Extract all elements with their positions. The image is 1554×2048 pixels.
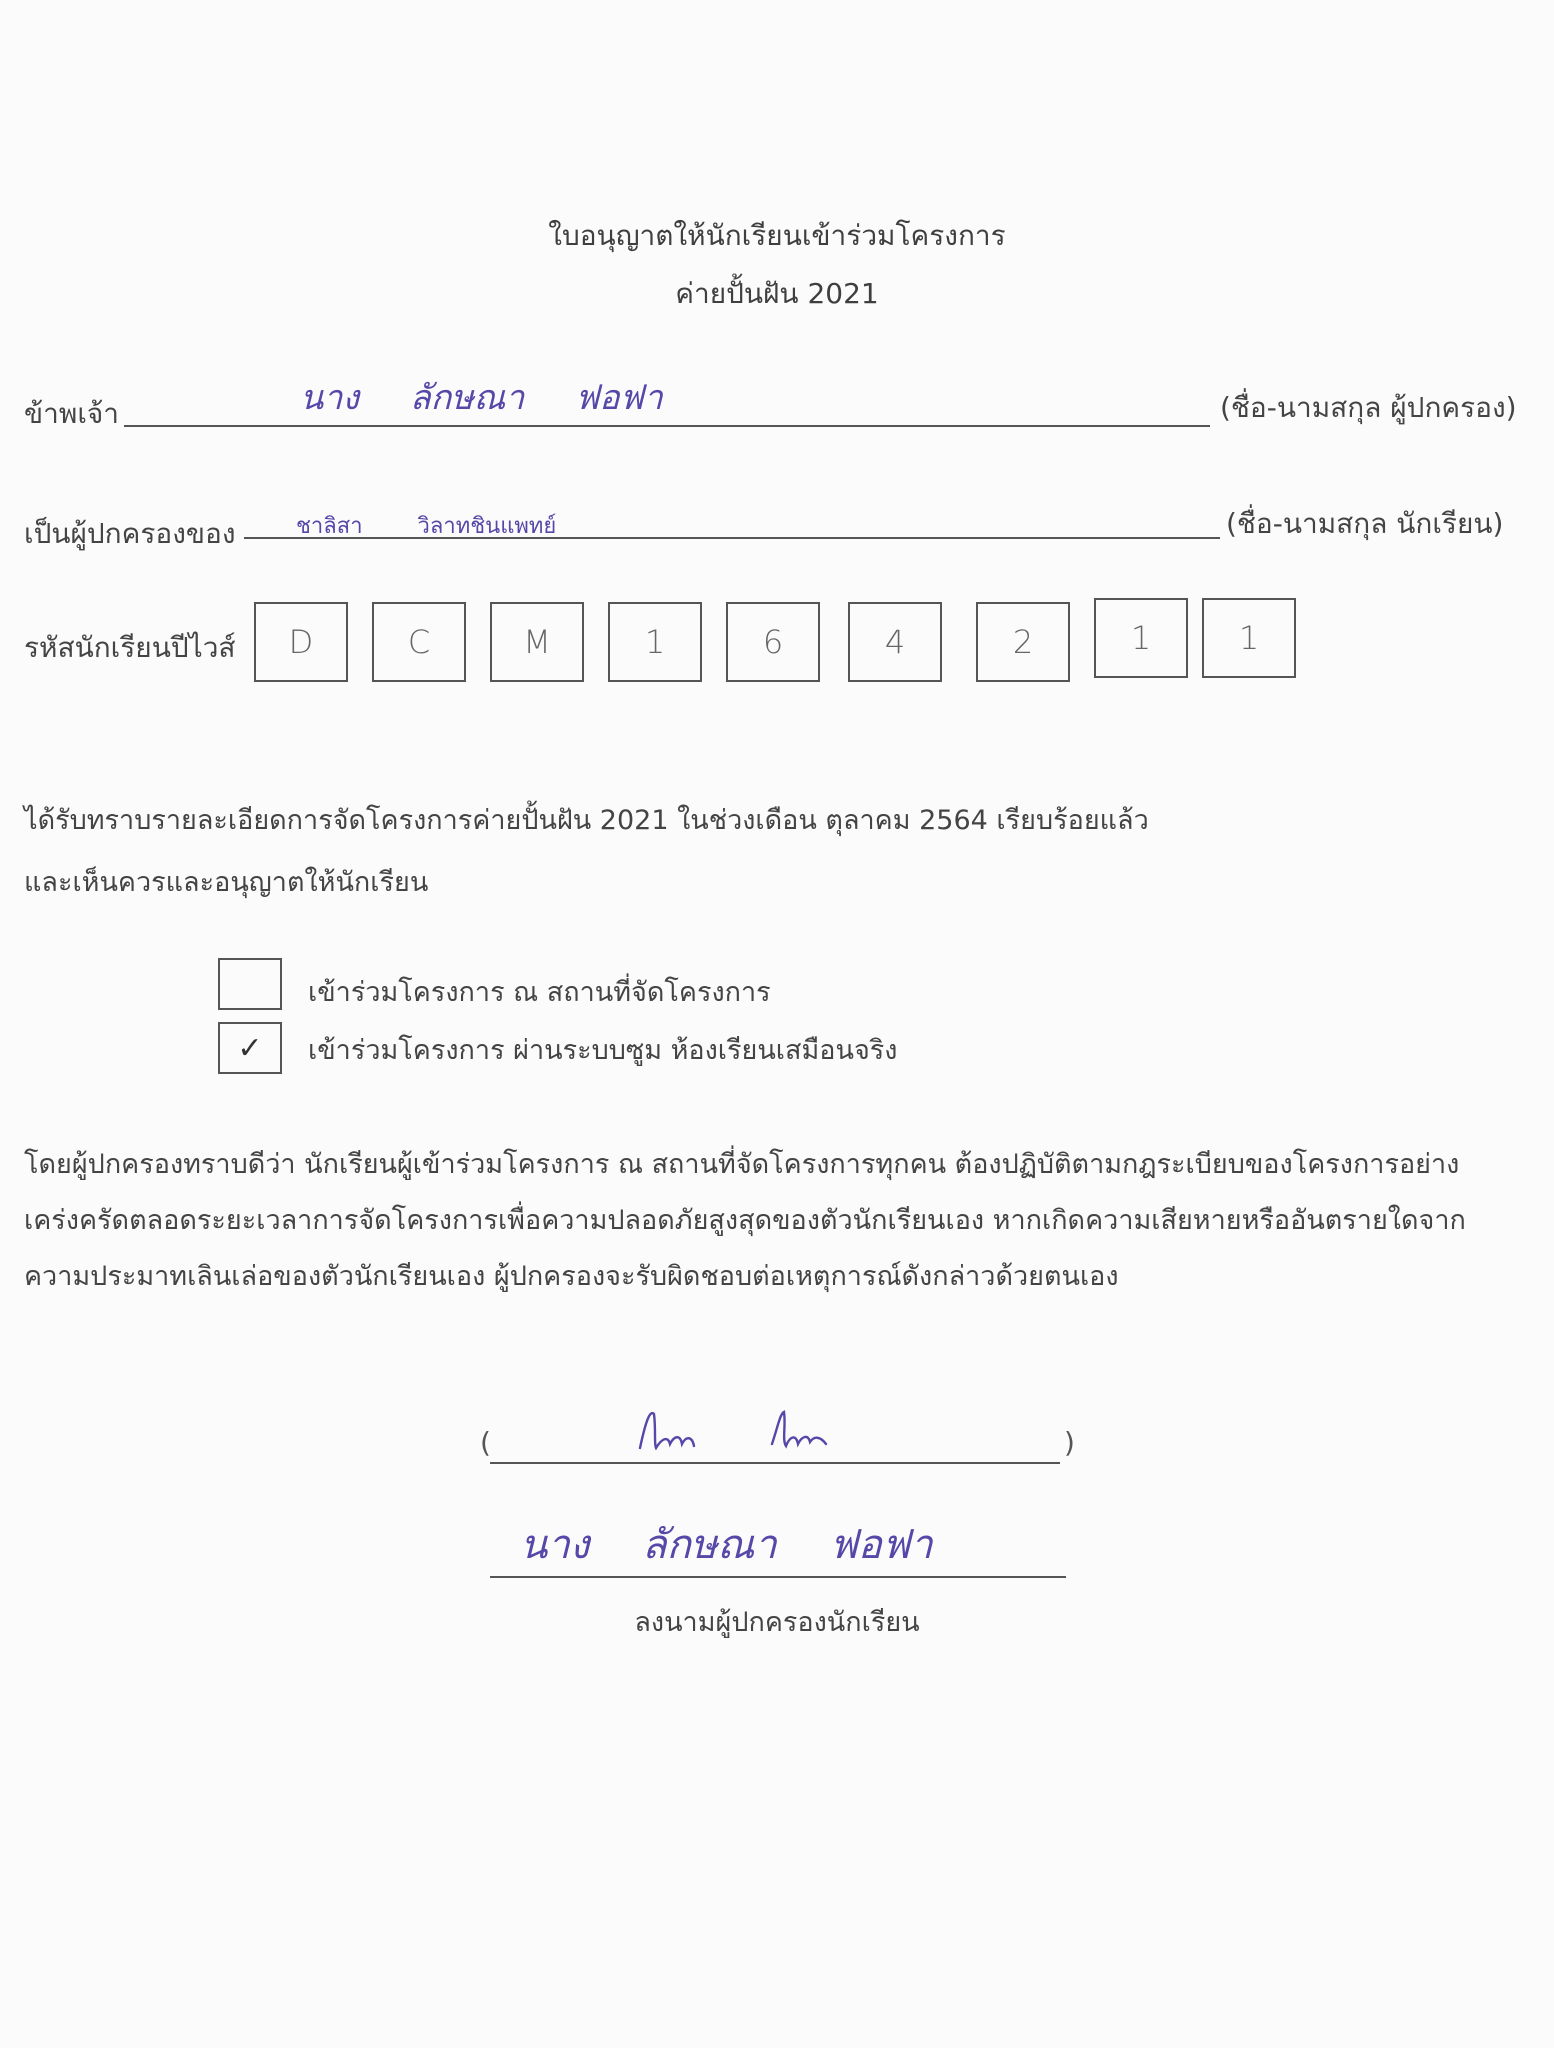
- acknowledge-line-1: ได้รับทราบรายละเอียดการจัดโครงการค่ายปั้นฝัน 2021 ในช่วงเดือน ตุลาคม 2564 เรียบร้อยแล้ว: [24, 805, 1149, 836]
- terms-line-1: โดยผู้ปกครองทราบดีว่า นักเรียนผู้เข้าร่วมโครงการ ณ สถานที่จัดโครงการทุกคน ต้องปฏิบัติตามกฎระเบียบของโครงการอย่าง: [24, 1149, 1460, 1180]
- form-subtitle: ค่ายปั้นฝัน 2021: [675, 277, 879, 310]
- signature-printed-name: นาง ลักษณา ฟอฟา: [520, 1522, 933, 1568]
- form-title: ใบอนุญาตให้นักเรียนเข้าร่วมโครงการ: [548, 219, 1006, 252]
- student-name-handwritten: ชาลิสา วิลาทชินแพทย์: [296, 514, 557, 539]
- option-onsite-checkbox[interactable]: [218, 958, 282, 1010]
- student-id-label: รหัสนักเรียนปีไวส์: [24, 631, 236, 664]
- parent-label: ข้าพเจ้า: [24, 397, 120, 430]
- acknowledge-line-2: และเห็นควรและอนุญาตให้นักเรียน: [24, 867, 429, 898]
- signature-open-paren: (: [480, 1426, 491, 1459]
- student-name-hint: (ชื่อ-นามสกุล นักเรียน): [1226, 507, 1504, 540]
- printed-name-line: [490, 1576, 1066, 1578]
- signature-close-paren: ): [1064, 1426, 1075, 1459]
- student-id-box: 1: [1094, 598, 1188, 678]
- parent-name-hint: (ชื่อ-นามสกุล ผู้ปกครอง): [1220, 391, 1517, 424]
- student-id-box: 1: [1202, 598, 1296, 678]
- student-id-box: D: [254, 602, 348, 682]
- option-onsite-label: เข้าร่วมโครงการ ณ สถานที่จัดโครงการ: [308, 977, 771, 1008]
- student-id-box: 2: [976, 602, 1070, 682]
- signature-line: [490, 1462, 1060, 1464]
- student-id-box: 6: [726, 602, 820, 682]
- student-id-box: 4: [848, 602, 942, 682]
- signature-mark: [620, 1400, 860, 1460]
- parent-name-handwritten: นาง ลักษณา ฟอฟา: [300, 378, 663, 418]
- student-id-box: C: [372, 602, 466, 682]
- student-id-box: 1: [608, 602, 702, 682]
- guardian-label: เป็นผู้ปกครองของ: [24, 517, 236, 550]
- option-zoom-label: เข้าร่วมโครงการ ผ่านระบบซูม ห้องเรียนเสมือนจริง: [308, 1035, 898, 1066]
- parent-name-line: [124, 425, 1210, 427]
- terms-line-3: ความประมาทเลินเล่อของตัวนักเรียนเอง ผู้ปกครองจะรับผิดชอบต่อเหตุการณ์ดังกล่าวด้วยตนเอง: [24, 1261, 1119, 1292]
- student-id-box: M: [490, 602, 584, 682]
- option-zoom-checkbox[interactable]: ✓: [218, 1022, 282, 1074]
- terms-line-2: เคร่งครัดตลอดระยะเวลาการจัดโครงการเพื่อความปลอดภัยสูงสุดของตัวนักเรียนเอง หากเกิดความเสียหายหรืออันตรายใดจาก: [24, 1205, 1466, 1236]
- signature-caption: ลงนามผู้ปกครองนักเรียน: [634, 1607, 920, 1638]
